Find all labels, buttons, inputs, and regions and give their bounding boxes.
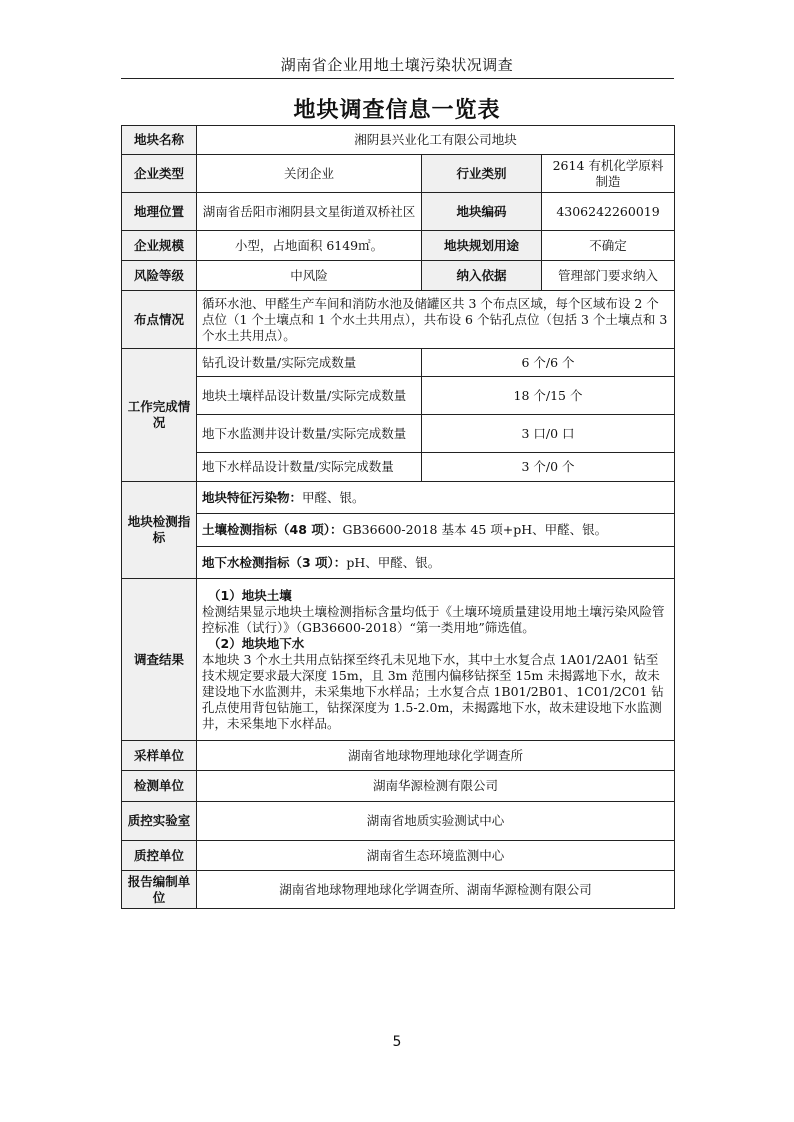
water-result-heading: （2）地块地下水 [208,635,305,651]
indicators-label: 地块检测指标 [122,482,197,579]
testing-unit-value: 湖南华源检测有限公司 [197,771,675,802]
page-number: 5 [392,1034,402,1050]
plot-name-value: 湘阴县兴业化工有限公司地块 [197,126,675,155]
work-label: 工作完成情况 [122,349,197,482]
industry-label: 行业类别 [422,155,542,193]
water-result-text: 本地块 3 个水土共用点钻探至终孔未见地下水，其中土水复合点 1A01/2A01 钻至技术规定要求最大深度 15m，且 3m 范围内偏移钻探至 15m 未揭露地下水，故未建设地下水监测井，未采集地下水样品；土水复合点 1B01/2B01、1C01/2C01 钻孔点使用背包钻施工，钻探深度为 1.5-2.0m，未揭露地下水，故未建设地下水监测井，未采集地下水样品。 [202,651,664,731]
work-value: 6 个/6 个 [422,349,675,377]
water-indicators-value: pH、甲醛、银。 [346,554,441,570]
qc-lab-value: 湖南省地质实验测试中心 [197,802,675,841]
sampling-unit-value: 湖南省地球物理地球化学调查所 [197,741,675,771]
table-title: 地块调查信息一览表 [293,98,501,123]
row-enterprise-type [122,155,675,193]
work-value: 18 个/15 个 [422,377,675,415]
scale-value: 小型，占地面积 6149㎡。 [197,231,422,261]
work-item: 地块土壤样品设计数量/实际完成数量 [197,377,422,415]
location-label: 地理位置 [122,193,197,231]
plot-code-label: 地块编码 [422,193,542,231]
enterprise-type-value: 关闭企业 [197,155,422,193]
soil-indicators-label: 土壤检测指标（48 项）： [202,522,343,537]
row-qc-lab [122,802,675,841]
risk-label: 风险等级 [122,261,197,291]
work-item: 地下水样品设计数量/实际完成数量 [197,453,422,482]
soil-result-text: 检测结果显示地块土壤检测指标含量均低于《土壤环境质量建设用地土壤污染风险管控标准（试行）》（GB36600-2018）“第一类用地”筛选值。 [202,603,665,635]
water-indicators-label: 地下水检测指标（3 项）： [202,554,347,570]
row-sampling-layout [122,291,675,349]
work-item: 地下水监测井设计数量/实际完成数量 [197,415,422,453]
row-water-indicators [122,547,675,579]
results-label: 调查结果 [122,579,197,741]
row-qc-unit [122,841,675,871]
row-soil-indicators [122,514,675,547]
sampling-layout-text: 循环水池、甲醛生产车间和消防水池及储罐区共 3 个布点区域，每个区域布设 2 个点位（1 个土壤点和 1 个水土共用点），共布设 6 个钻孔点位（包括 3 个土壤点和 3 个水土共用点）。 [197,291,675,349]
water-indicators-cell [197,547,675,579]
row-scale [122,231,675,261]
testing-unit-label: 检测单位 [122,771,197,802]
land-use-value: 不确定 [542,231,675,261]
qc-lab-label: 质控实验室 [122,802,197,841]
header-divider [121,78,674,79]
soil-result-heading: （1）地块土壤 [208,587,292,603]
work-row [122,377,675,415]
land-use-label: 地块规划用途 [422,231,542,261]
basis-value: 管理部门要求纳入 [542,261,675,291]
enterprise-type-label: 企业类型 [122,155,197,193]
row-location [122,193,675,231]
risk-value: 中风险 [197,261,422,291]
work-value: 3 个/0 个 [422,453,675,482]
row-testing-unit [122,771,675,802]
pollutants-value: 甲醛、银。 [302,489,365,505]
row-plot-name [122,126,675,155]
basis-label: 纳入依据 [422,261,542,291]
qc-unit-value: 湖南省生态环境监测中心 [197,841,675,871]
location-value: 湖南省岳阳市湘阴县文星街道双桥社区 [197,193,422,231]
plot-info-table [121,125,675,909]
soil-indicators-value: GB36600-2018 基本 45 项+pH、甲醛、银。 [342,522,608,537]
work-row [122,415,675,453]
row-risk [122,261,675,291]
work-row [122,453,675,482]
work-row [122,349,675,377]
row-pollutants [122,482,675,514]
sampling-layout-label: 布点情况 [122,291,197,349]
page-header: 湖南省企业用地土壤污染状况调查 [280,56,514,74]
plot-code-value: 4306242260019 [542,193,675,231]
work-value: 3 口/0 口 [422,415,675,453]
row-results [122,579,675,741]
report-unit-value: 湖南省地球物理地球化学调查所、湖南华源检测有限公司 [197,871,675,909]
row-sampling-unit [122,741,675,771]
work-item: 钻孔设计数量/实际完成数量 [197,349,422,377]
plot-name-label: 地块名称 [122,126,197,155]
soil-indicators-cell [197,514,675,547]
pollutants-label: 地块特征污染物： [202,489,303,505]
pollutants-cell [197,482,675,514]
row-report-unit [122,871,675,909]
scale-label: 企业规模 [122,231,197,261]
report-unit-label: 报告编制单位 [122,871,197,909]
sampling-unit-label: 采样单位 [122,741,197,771]
results-cell [197,579,675,741]
qc-unit-label: 质控单位 [122,841,197,871]
industry-value: 2614 有机化学原料制造 [542,155,675,193]
